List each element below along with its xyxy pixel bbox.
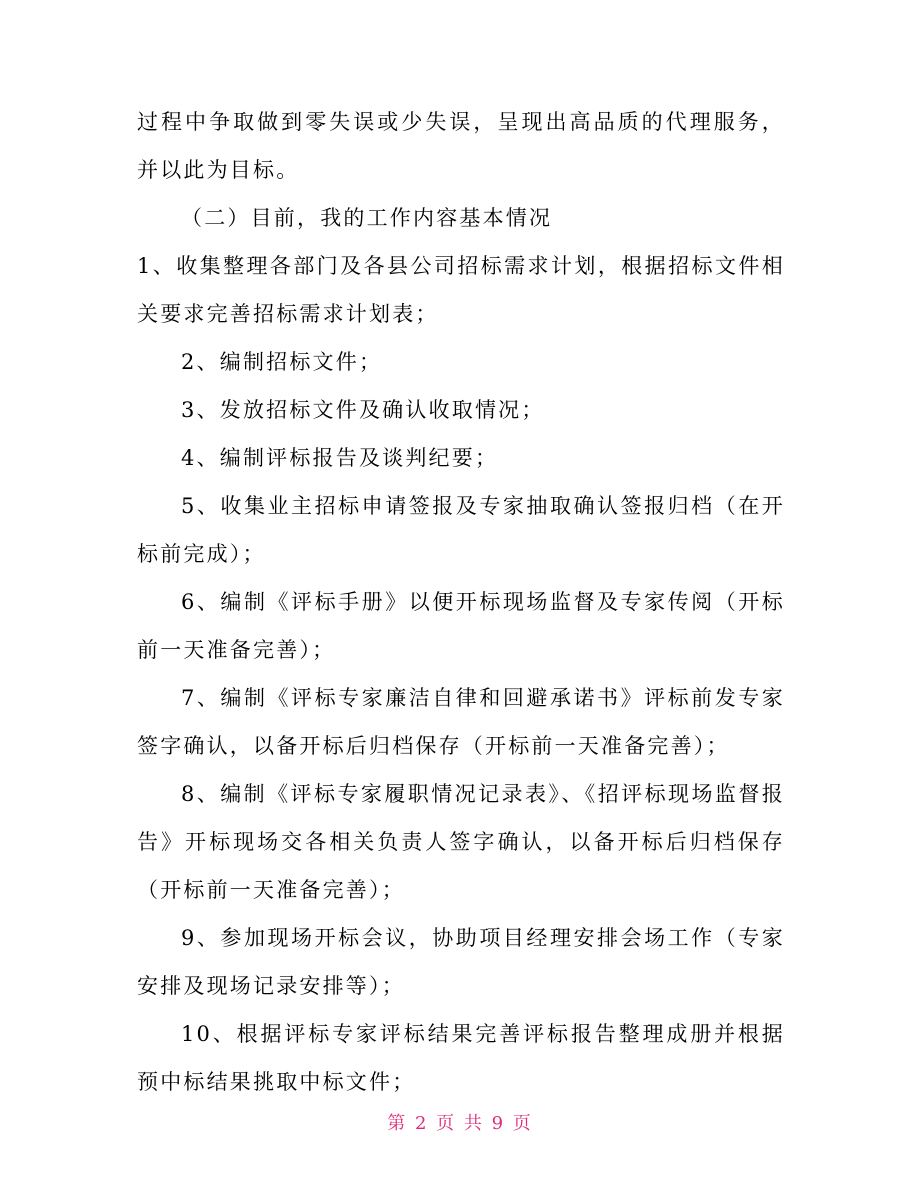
paragraph: 6、编制《评标手册》以便开标现场监督及专家传阅（开标前一天准备完善）； xyxy=(137,590,785,662)
paragraph: 10、根据评标专家评标结果完善评标报告整理成册并根据预中标结果挑取中标文件； xyxy=(137,1022,785,1094)
paragraph: 5、收集业主招标申请签报及专家抽取确认签报归档（在开标前完成）； xyxy=(137,494,785,566)
paragraph: 9、参加现场开标会议，协助项目经理安排会场工作（专家安排及现场记录安排等）； xyxy=(137,926,785,998)
paragraph: 1、收集整理各部门及各县公司招标需求计划，根据招标文件相关要求完善招标需求计划表； xyxy=(137,254,785,326)
paragraph: 4、编制评标报告及谈判纪要； xyxy=(181,446,499,470)
paragraph: 过程中争取做到零失误或少失误，呈现出高品质的代理服务，并以此为目标。 xyxy=(137,110,785,182)
body-text xyxy=(137,98,785,1106)
paragraph: 7、编制《评标专家廉洁自律和回避承诺书》评标前发专家签字确认，以备开标后归档保存（开标前一天准备完善）； xyxy=(137,686,785,758)
paragraph: 3、发放招标文件及确认收取情况； xyxy=(181,398,545,422)
page-number-label: 第 2 页 共 9 页 xyxy=(387,1113,533,1134)
paragraph: 2、编制招标文件； xyxy=(181,350,383,374)
page-footer xyxy=(0,1112,920,1136)
paragraph: （二）目前，我的工作内容基本情况 xyxy=(181,206,553,230)
paragraph: 8、编制《评标专家履职情况记录表》、《招评标现场监督报告》开标现场交各相关负责人签字确认，以备开标后归档保存（开标前一天准备完善）； xyxy=(137,782,785,902)
